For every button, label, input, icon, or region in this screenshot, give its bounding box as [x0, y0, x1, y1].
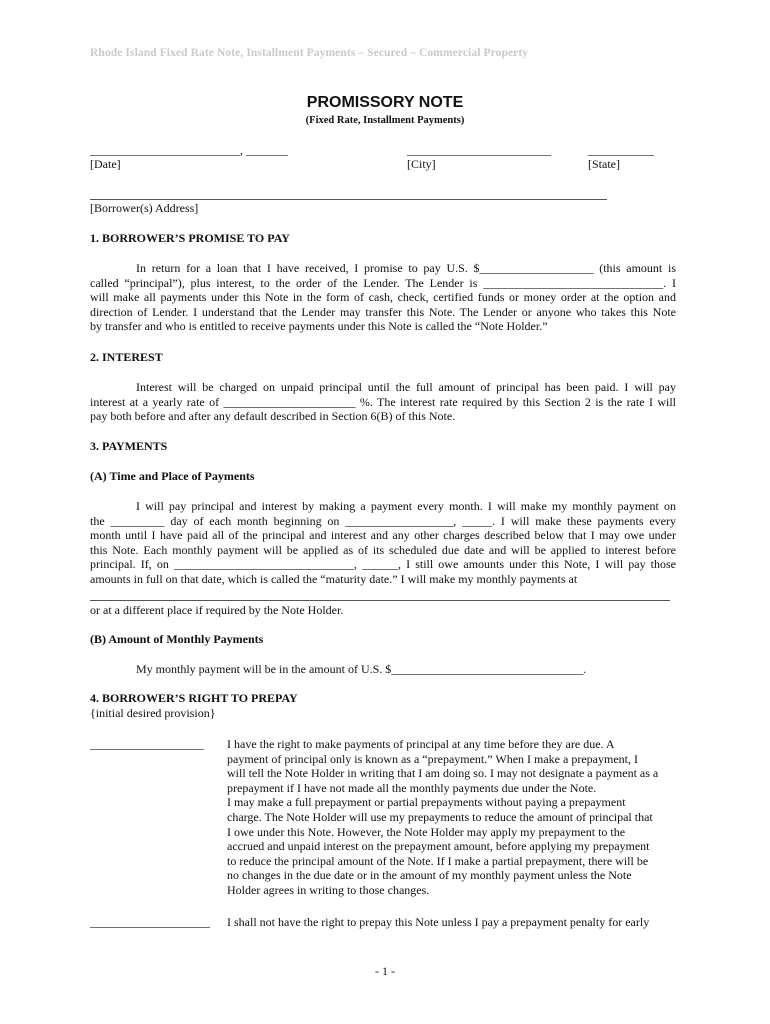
section1-body [90, 261, 676, 334]
section2-line-3: pay both before and after any default described in Section 6(B) of this Note. [90, 409, 456, 424]
borrower-address-field[interactable] [90, 199, 607, 200]
section1-line-1: In return for a loan that I have received, I promise to pay U.S. $___________________ (this amount is [136, 261, 676, 275]
section2-line-1: Interest will be charged on unpaid principal until the full amount of principal has been paid. I will pay [136, 380, 676, 394]
option1-line-7: I owe under this Note. However, the Note Holder may apply my prepayment to the [227, 824, 626, 839]
option1-line-6: charge. The Note Holder will use my prepayments to reduce the amount of principal that [227, 809, 653, 824]
date-label: [Date] [90, 157, 121, 171]
document-subtitle: (Fixed Rate, Installment Payments) [305, 115, 465, 126]
section4-note: {initial desired provision} [90, 706, 216, 720]
date-field[interactable]: _________________________, _______ [90, 143, 288, 157]
prepay-option2-initial-field[interactable]: ____________________ [90, 915, 210, 929]
section2-body [90, 380, 676, 424]
option1-line-2: payment of principal only is known as a “prepayment.” When I make a prepayment, I [227, 751, 638, 766]
section3b-heading: (B) Amount of Monthly Payments [90, 632, 264, 646]
section4-heading: 4. BORROWER’S RIGHT TO PREPAY [90, 691, 298, 705]
borrower-address-label: [Borrower(s) Address] [90, 201, 199, 215]
section1-line-3: will make all payments under this Note in the form of cash, check, certified funds or money order at the option and [90, 290, 676, 305]
section1-line-2: called “principal”), plus interest, to the order of the Lender. The Lender is ______________________________. I [90, 275, 676, 290]
option1-line-8: accrued and unpaid interest on the prepayment amount, before applying my prepayment [227, 839, 650, 854]
prepay-option1-text [227, 737, 679, 898]
city-field[interactable]: ________________________ [407, 143, 551, 157]
section2-line-2: interest at a yearly rate of ______________________ %. The interest rate required by this Section 2 is the rate I will [90, 394, 676, 409]
section3a-line-2: the _________ day of each month beginning on __________________, _____. I will make these payments every [90, 513, 676, 528]
section3a-line-1: I will pay principal and interest by making a payment every month. I will make my monthly payment on [136, 499, 676, 513]
section3a-line-3: month until I have paid all of the principal and interest and any other charges described below that I may owe under [90, 528, 676, 543]
section1-heading: 1. BORROWER’S PROMISE TO PAY [90, 231, 290, 245]
document-title: PROMISSORY NOTE [306, 94, 464, 111]
option1-line-5: I may make a full prepayment or partial prepayments without paying a prepayment [227, 795, 626, 810]
section3a-heading: (A) Time and Place of Payments [90, 469, 255, 483]
section3a-body [90, 499, 676, 587]
section3a-line-6: amounts in full on that date, which is called the “maturity date.” I will make my monthly payments at [90, 571, 578, 586]
state-field[interactable]: ___________ [588, 143, 654, 157]
option1-line-11: Holder agrees in writing to those changes. [227, 882, 430, 897]
option1-line-1: I have the right to make payments of principal at any time before they are due. A [227, 737, 615, 751]
section3a-line-5: principal. If, on ______________________________, ______, I still owe amounts under this Note, I will pay those [90, 557, 676, 572]
section3b-line: My monthly payment will be in the amount of U.S. $________________________________. [136, 662, 587, 676]
document-header: Rhode Island Fixed Rate Note, Installment Payments – Secured – Commercial Property [90, 47, 529, 59]
section2-heading: 2. INTEREST [90, 350, 163, 364]
section3a-line-4: this Note. Each monthly payment will be applied as of its scheduled due date and will be applied to interest before [90, 542, 676, 557]
payment-place-text: or at a different place if required by the Note Holder. [90, 603, 344, 617]
state-label: [State] [588, 157, 620, 171]
page-number: - 1 - [375, 964, 395, 978]
option1-line-10: no changes in the due date or in the amount of my monthly payment unless the Note [227, 868, 632, 883]
section1-line-5: by transfer and who is entitled to receive payments under this Note is called the “Note Holder.” [90, 319, 548, 334]
city-label: [City] [407, 157, 436, 171]
prepay-option2-text: I shall not have the right to prepay this Note unless I pay a prepayment penalty for early [227, 915, 650, 929]
section3-heading: 3. PAYMENTS [90, 439, 168, 453]
option1-line-3: will tell the Note Holder in writing that I am doing so. I may not designate a payment as a [227, 766, 659, 781]
section1-line-4: direction of Lender. I understand that the Lender may transfer this Note. The Lender or anyone who takes this Note [90, 304, 676, 319]
prepay-option1-initial-field[interactable]: ___________________ [90, 737, 204, 751]
option1-line-9: to reduce the principal amount of the Note. If I make a partial prepayment, there will be [227, 853, 649, 868]
payment-place-field[interactable] [90, 600, 670, 601]
option1-line-4: prepayment if I have not made all the monthly payments due under the Note. [227, 780, 597, 795]
